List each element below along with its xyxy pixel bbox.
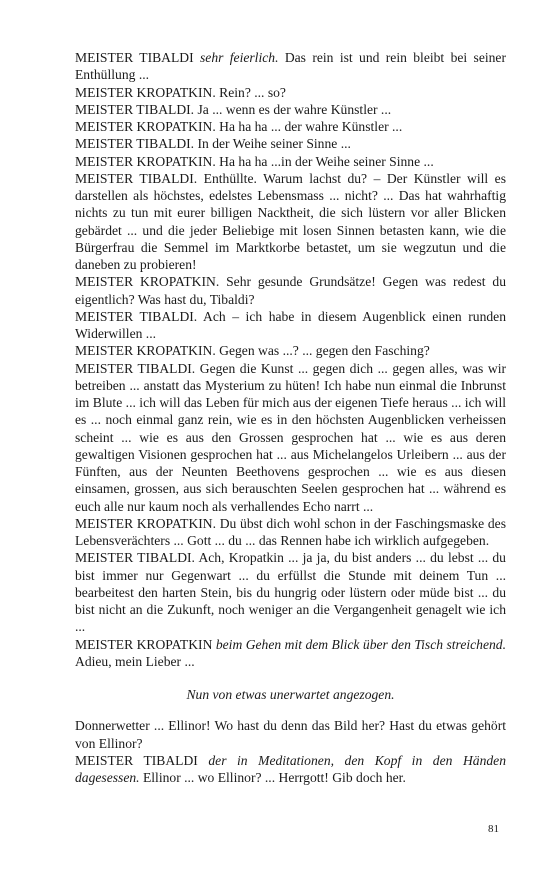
- spacer: [75, 703, 506, 717]
- dialogue-text: Ha ha ha ...in der Weihe seiner Sinne ...: [215, 153, 434, 169]
- dialogue-section-1: [75, 49, 506, 670]
- speaker-name: MEISTER KROPATKIN.: [75, 119, 216, 134]
- speaker-name: MEISTER TIBALDI: [75, 50, 194, 65]
- stage-direction-inline: der in Meditationen, den Kopf in den Händen dagesessen.: [75, 752, 506, 785]
- dialogue-paragraph: [75, 308, 506, 343]
- dialogue-paragraph: [75, 170, 506, 274]
- speaker-name: MEISTER TIBALDI.: [75, 308, 198, 324]
- dialogue-paragraph: [75, 342, 506, 359]
- speaker-name: MEISTER KROPATKIN.: [75, 343, 216, 359]
- dialogue-text: Du übst dich wohl schon in der Faschingsmaske des Lebensverächters ... Gott ... du ... das Rennen habe ich wirklich aufgegeben.: [75, 515, 506, 548]
- dialogue-paragraph: [75, 84, 506, 101]
- dialogue-paragraph: [75, 118, 506, 135]
- dialogue-text: Enthüllte. Warum lachst du? – Der Künstler will es darstellen als höchstes, edelstes Lebensmass ... nicht? ... Das hat wahrhaftig nichts zu tun mit eurer billigen Nacktheit, die sich lüstern vor aller Blicken gebärdet ... und die jeder Beliebige mit losen Sinnen betasten kann, wie die Bürgerfrau die Semmel im Marktkorbe betastet, um sie wegzutun und die daneben zu probieren!: [75, 170, 506, 272]
- stage-direction: Nun von etwas unerwartet angezogen.: [186, 687, 395, 702]
- speaker-name: MEISTER TIBALDI.: [75, 136, 195, 152]
- speaker-name: MEISTER KROPATKIN.: [75, 84, 216, 100]
- speaker-name: MEISTER TIBALDI.: [75, 550, 195, 566]
- speaker-name: MEISTER TIBALDI.: [75, 360, 196, 376]
- dialogue-text: Ja ... wenn es der wahre Künstler ...: [194, 101, 392, 117]
- dialogue-paragraph: [75, 49, 506, 84]
- dialogue-text: Rein? ... so?: [215, 84, 286, 100]
- dialogue-paragraph: [75, 101, 506, 118]
- page-number: 81: [488, 823, 499, 835]
- dialogue-text: Sehr gesunde Grundsätze! Gegen was redest du eigentlich? Was hast du, Tibaldi?: [75, 274, 506, 307]
- stage-direction-inline: beim Gehen mit dem Blick über den Tisch streichend.: [215, 636, 506, 652]
- dialogue-text: Ach – ich habe in diesem Augenblick einen runden Widerwillen ...: [75, 308, 506, 341]
- speaker-name: MEISTER TIBALDI.: [75, 170, 198, 186]
- spacer: [75, 670, 506, 686]
- dialogue-text: Das rein ist und rein bleibt bei seiner Enthüllung ...: [75, 50, 506, 83]
- dialogue-paragraph: [75, 135, 506, 152]
- dialogue-text: Gegen was ...? ... gegen den Fasching?: [215, 343, 430, 359]
- speaker-name: MEISTER TIBALDI.: [75, 101, 195, 117]
- dialogue-section-2: [75, 717, 506, 786]
- stage-direction-inline: sehr feierlich.: [200, 50, 279, 65]
- dialogue-text: Ha ha ha ... der wahre Künstler ...: [215, 119, 403, 134]
- dialogue-paragraph: [75, 153, 506, 170]
- speaker-name: MEISTER KROPATKIN.: [75, 515, 217, 531]
- dialogue-text: Gegen die Kunst ... gegen dich ... gegen alles, was wir betreiben ... anstatt das Mysterium zu hüten! Ich habe nun einmal die Inbrunst im Blute ... ich will das Leben für mich aus der eigenen Tiefe heraus ... ich will es ... noch einmal ganz rein, wie es in den höchsten Augenblicken verheissen scheint ... wie es aus den Grossen gesprochen hat ... wie es aus deren gewaltigen Visionen gesprochen hat ... aus Michelangelos Urleibern ... aus der Fünften, aus der Neunten Beethovens gesprochen ... wie es aus diesen einsamen, grossen, aus sich berauschten Seelen gesprochen hat ... während es euch alle nur kaum noch als verhallendes Echo narrt ...: [75, 360, 506, 514]
- dialogue-paragraph: [75, 515, 506, 550]
- dialogue-paragraph: [75, 273, 506, 308]
- dialogue-paragraph: [75, 717, 506, 752]
- dialogue-paragraph: [75, 752, 506, 787]
- speaker-name: MEISTER KROPATKIN: [75, 636, 213, 652]
- dialogue-paragraph: [75, 360, 506, 515]
- dialogue-text: Adieu, mein Lieber ...: [75, 653, 195, 669]
- main-text: [75, 49, 506, 786]
- speaker-name: MEISTER KROPATKIN.: [75, 153, 216, 169]
- dialogue-paragraph: [75, 636, 506, 671]
- dialogue-text: Ellinor ... wo Ellinor? ... Herrgott! Gib doch her.: [139, 770, 406, 785]
- speaker-name: MEISTER KROPATKIN.: [75, 274, 220, 290]
- dialogue-text: Donnerwetter ... Ellinor! Wo hast du denn das Bild her? Hast du etwas gehört von Ellinor?: [75, 718, 506, 751]
- dialogue-text: In der Weihe seiner Sinne ...: [194, 136, 351, 152]
- dialogue-paragraph: [75, 549, 506, 635]
- speaker-name: MEISTER TIBALDI: [75, 752, 198, 768]
- dialogue-text: Ach, Kropatkin ... ja ja, du bist anders ... du lebst ... du bist immer nur Gegenwart ... du erfüllst die Stunde mit deinem Tun ... bearbeitest den harten Stein, bis du hungrig oder lüstern oder müde bist ... du bist nicht an die Zukunft, noch weniger an die Vergangenheit genagelt wie ich ...: [75, 550, 506, 635]
